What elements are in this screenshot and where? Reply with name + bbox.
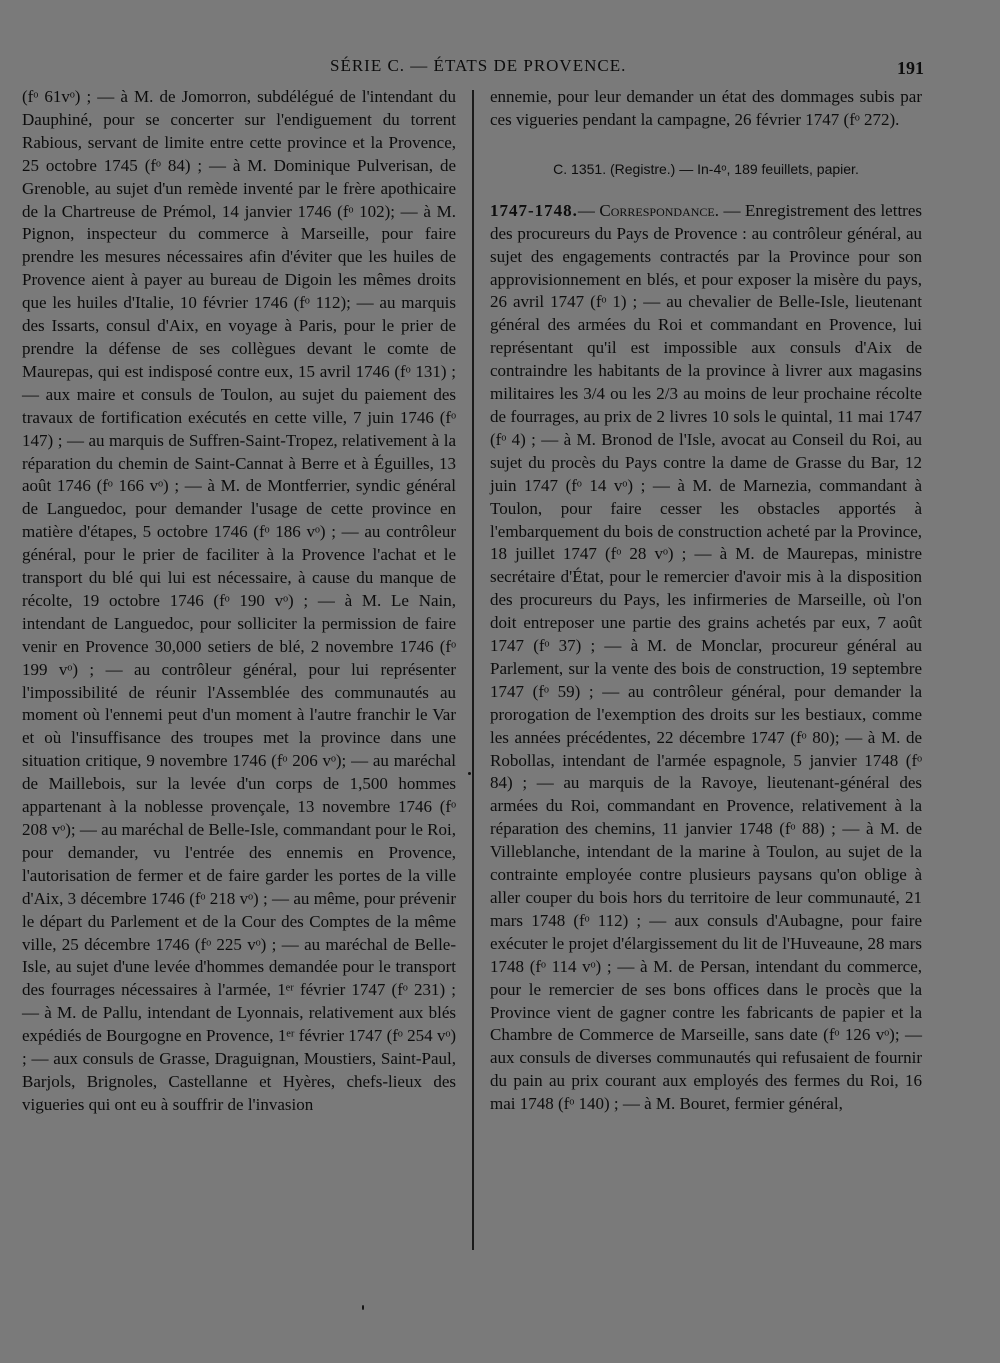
- page-number: 191: [897, 58, 924, 78]
- column-divider: [472, 90, 474, 1250]
- right-column: [490, 86, 922, 1116]
- page-header: [0, 56, 1000, 82]
- catalog-reference: C. 1351. (Registre.) — In-4ᵒ, 189 feuillets, papier.: [553, 160, 859, 177]
- entry-text: — Enregistrement des lettres des procureurs du Pays de Provence : au contrôleur général, au sujet des engagements contractés par la Province pour son approvisionnement en blés, et pour exposer la misère du pays, 26 avril 1747 (fᵒ 1) ; — au chevalier de Belle-Isle, lieutenant général des armées du Roi et commandant en Provence, lui représentant qu'il est impossible aux consuls d'Aix de contraindre les habitants de la province à livrer aux magasins militaires les 3/4 ou les 2/3 au moins de leur prochaine récolte de fourrages, au prix de 2 livres 10 sols le quintal, 11 mai 1747 (fᵒ 4) ; — à M. Bronod de l'Isle, avocat au Conseil du Roi, au sujet du procès du Pays contre la dame de Grasse du Bar, 12 juin 1747 (fᵒ 14 vᵒ) ; — à M. de Marnezia, commandant à Toulon, pour faire cesser les obstacles apportés à l'embarquement du bois de construction acheté par la Province, 18 juillet 1747 (fᵒ 28 vᵒ) ; — à M. de Maurepas, ministre secrétaire d'État, pour le remercier d'avoir mis à la disposition des procureurs du Pays, les infirmeries de Marseille, où l'on doit entreposer une partie des grains achetés par eux, 7 août 1747 (fᵒ 37) ; — à M. de Monclar, procureur général au Parlement, sur la vente des bois de construction, 19 septembre 1747 (fᵒ 59) ; — au contrôleur général, pour demander la prorogation de l'exemption des droits sur les bestiaux, comme les années précédentes, 22 décembre 1747 (fᵒ 80); — à M. de Robollas, intendant de l'armée espagnole, 5 janvier 1748 (fᵒ 84) ; — au marquis de la Ravoye, lieutenant-général des armées du Roi, commandant en Provence, relativement à la réparation des chemins, 11 janvier 1748 (fᵒ 88) ; — à M. de Villeblanche, intendant de la marine à Toulon, au sujet de la contrainte employée contre plusieurs paysans qu'on oblige à aller couper du bois hors du territoire de leur communauté, 21 mars 1748 (fᵒ 112) ; — aux consuls d'Aubagne, pour faire exécuter le projet d'élargissement du lit de l'Huveaune, 28 mars 1748 (fᵒ 114 vᵒ) ; — à M. de Persan, intendant du commerce, pour le remercier de ses bons offices dans le procès que la Province vient de gagner contre les fabricants de papier et la Chambre de Commerce de Marseille, sans date (fᵒ 126 vᵒ); — aux consuls de diverses communautés qui refusaient de fournir du pain au prix courant aux employés des fermes du Roi, 16 mai 1748 (fᵒ 140) ; — à M. Bouret, fermier général,: [490, 200, 922, 1114]
- print-speck: [468, 772, 471, 775]
- running-title: SÉRIE C. — ÉTATS DE PROVENCE.: [330, 56, 627, 75]
- left-column: [22, 86, 456, 1117]
- entry-paragraph: [490, 200, 922, 1116]
- continuation-text: ennemie, pour leur demander un état des dommages subis par ces vigueries pendant la campagne, 26 février 1747 (fᵒ 272).: [490, 87, 922, 129]
- entry-type: — Correspondance.: [577, 200, 720, 220]
- left-column-text: (fᵒ 61vᵒ) ; — à M. de Jomorron, subdélégué de l'intendant du Dauphiné, pour se concerter sur l'endiguement du torrent Rabious, servant de limite entre cette province et la Provence, 25 octobre 1745 (fᵒ 84) ; — à M. Dominique Pulverisan, de Grenoble, au sujet d'un remède inventé par le frère apothicaire de la Chartreuse de Prémol, 14 janvier 1746 (fᵒ 102); — à M. Pignon, inspecteur du commerce à Marseille, pour faire prendre les mesures nécessaires afin d'éviter que les huiles de Provence aient à payer au bureau de Digoin les mêmes droits que les huiles d'Italie, 10 février 1746 (fᵒ 112); — au marquis des Issarts, consul d'Aix, en voyage à Paris, pour le prier de prendre la défense de ses collègues devant le comte de Maurepas, qui est indisposé contre eux, 15 avril 1746 (fᵒ 131) ; — aux maire et consuls de Toulon, au sujet du paiement des travaux de fortification exécutés en cette ville, 7 juin 1746 (fᵒ 147) ; — au marquis de Suffren-Saint-Tropez, relativement à la réparation du chemin de Saint-Cannat à Berre et à Éguilles, 13 août 1746 (fᵒ 166 vᵒ) ; — à M. de Montferrier, syndic général de Languedoc, pour demander l'usage de cette province en matière d'étapes, 5 octobre 1746 (fᵒ 186 vᵒ) ; — au contrôleur général, pour le prier de faciliter à la Provence l'achat et le transport du blé qui lui est nécessaire, à cause du manque de récolte, 19 octobre 1746 (fᵒ 190 vᵒ) ; — à M. Le Nain, intendant de Languedoc, pour solliciter la permission de faire venir en Provence 30,000 setiers de blé, 2 novembre 1746 (fᵒ 199 vᵒ) ; — au contrôleur général, pour lui représenter l'impossibilité de réunir l'Assemblée des communautés au moment où l'ennemi peut d'un moment à l'autre franchir le Var et où l'insuffisance des troupes met la province dans une situation critique, 9 novembre 1746 (fᵒ 206 vᵒ); — au maréchal de Maillebois, sur la levée d'un corps de 1,500 hommes appartenant à la noblesse provençale, 13 novembre 1746 (fᵒ 208 vᵒ); — au maréchal de Belle-Isle, commandant pour le Roi, pour demander, vu l'entrée des ennemis en Provence, l'autorisation de fermer et de faire garder les portes de la ville d'Aix, 3 décembre 1746 (fᵒ 218 vᵒ) ; — au même, pour prévenir le départ du Parlement et de la Cour des Comptes de la même ville, 25 décembre 1746 (fᵒ 225 vᵒ) ; — au maréchal de Belle-Isle, au sujet d'une levée d'hommes demandée pour le transport des fourrages nécessaires à l'armée, 1ᵉʳ février 1747 (fᵒ 231) ; — à M. de Pallu, intendant de Lyonnais, relativement aux blés expédiés de Bourgogne en Provence, 1ᵉʳ février 1747 (fᵒ 254 vᵒ) ; — aux consuls de Grasse, Draguignan, Moustiers, Saint-Paul, Barjols, Brignoles, Castellanne et Hyères, chefs-lieux des vigueries qui ont eu à souffrir de l'invasion: [22, 87, 456, 1114]
- entry-date: 1747-1748.: [490, 200, 578, 220]
- print-speck: [362, 1305, 364, 1310]
